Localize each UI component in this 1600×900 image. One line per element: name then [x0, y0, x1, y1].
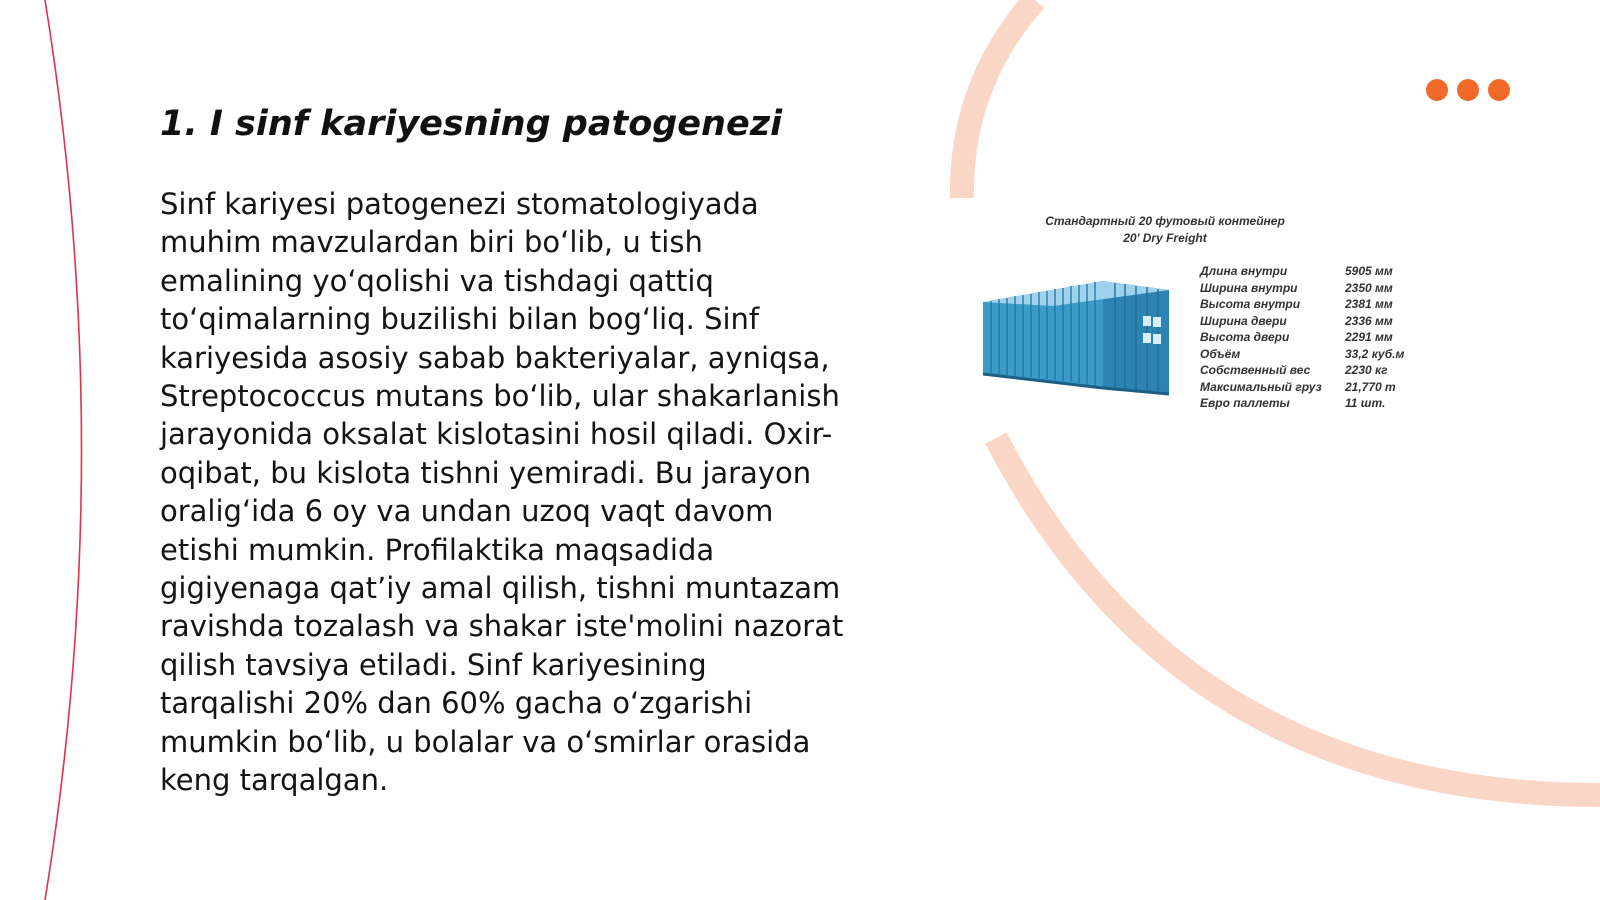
orange-arc-bottom [996, 438, 1600, 795]
spec-row [1200, 362, 1404, 379]
spec-value: 2350 мм [1345, 280, 1393, 295]
spec-label: Длина внутри [1200, 264, 1288, 278]
spec-value: 5905 мм [1345, 264, 1393, 278]
spec-row [1200, 280, 1404, 297]
spec-value: 2230 кг [1345, 363, 1388, 377]
spec-row [1200, 263, 1404, 280]
spec-row [1200, 296, 1404, 313]
spec-row [1200, 329, 1404, 346]
spec-value: 33,2 куб.м [1345, 346, 1405, 361]
three-dots-icon [1426, 79, 1510, 101]
figure-title-line2: 20' Dry Freight [1123, 231, 1207, 245]
spec-label: Ширина внутри [1200, 280, 1298, 295]
spec-value: 2291 мм [1345, 330, 1393, 344]
dot [1457, 79, 1479, 101]
shipping-container-image [983, 276, 1171, 406]
spec-value: 21,770 т [1345, 379, 1396, 394]
spec-label: Объём [1200, 346, 1241, 361]
dot [1426, 79, 1448, 101]
orange-arc-top [962, 0, 1035, 198]
spec-label: Собственный вес [1200, 363, 1311, 377]
figure-title [1005, 213, 1325, 247]
spec-label: Максимальный груз [1200, 379, 1322, 394]
slide-title: 1. I sinf kariyesning patogenezi [160, 104, 783, 144]
spec-row [1200, 346, 1404, 363]
spec-label: Высота двери [1200, 330, 1290, 344]
spec-label: Ширина двери [1200, 313, 1287, 328]
slide-body-text: Sinf kariyesi patogenezi stomatologiyada muhim mavzulardan biri bo‘lib, u tish emalining yo‘qolishi va tishdagi qattiq to‘qimalarning buzilishi bilan bog‘liq. Sinf kariyesida asosiy sabab bakteriyalar, ayniqsa, Streptococcus mutans bo‘lib, ular shakarlanish jarayonida oksalat kislotasini hosil qiladi. Oxir-oqibat, bu kislota tishni yemiradi. Bu jarayon oralig‘ida 6 oy va undan uzoq vaqt davom etishi mumkin. Profilaktika maqsadida gigiyenaga qat’iy amal qilish, tishni muntazam ravishda tozalash va shakar iste'molini nazorat qilish tavsiya etiladi. Sinf kariyesining tarqalishi 20% dan 60% gacha o‘zgarishi mumkin bo‘lib, u bolalar va o‘smirlar orasida keng tarqalgan. [160, 187, 844, 798]
spec-value: 11 шт. [1345, 396, 1386, 410]
spec-value: 2336 мм [1345, 313, 1393, 328]
spec-label: Евро паллеты [1200, 396, 1290, 410]
figure-title-line1: Стандартный 20 футовый контейнер [1045, 214, 1285, 228]
spec-row [1200, 395, 1404, 412]
left-accent-line [45, 0, 82, 900]
dot [1488, 79, 1510, 101]
spec-row [1200, 379, 1404, 396]
spec-label: Высота внутри [1200, 297, 1301, 311]
container-spec-table [1200, 263, 1404, 412]
container-spec-figure [975, 208, 1445, 418]
spec-row [1200, 313, 1404, 330]
spec-value: 2381 мм [1345, 297, 1393, 311]
